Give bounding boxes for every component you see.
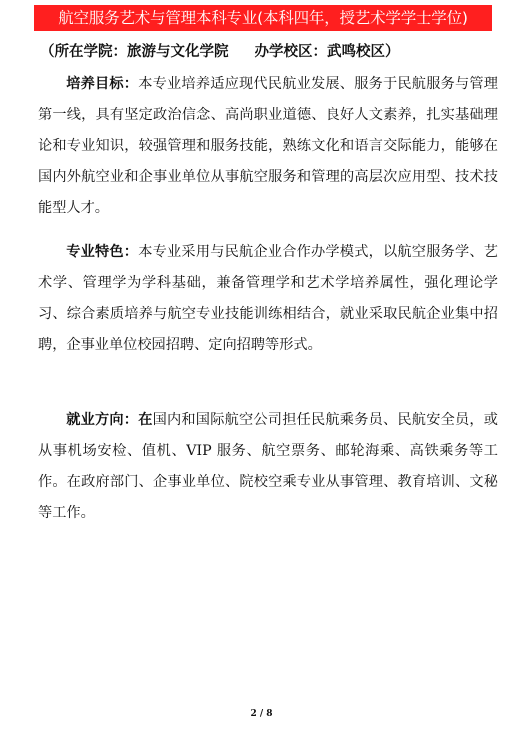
college-campus-line xyxy=(40,39,500,65)
college-label: （所在学院：旅游与文化学院 xyxy=(40,43,229,60)
career-direction-section xyxy=(38,405,498,529)
campus-label: 办学校区：武鸣校区） xyxy=(254,43,400,60)
page-number: 2 / 8 xyxy=(250,709,273,719)
page-title: 航空服务艺术与管理本科专业(本科四年，授艺术学学士学位) xyxy=(34,5,492,31)
training-objective-section xyxy=(38,69,498,224)
program-features-section xyxy=(38,237,498,361)
section-label: 专业特色： xyxy=(66,244,139,260)
section-text: 本专业采用与民航企业合作办学模式，以航空服务学、艺术学、管理学为学科基础，兼备管理学和艺术学培养属性，强化理论学习、综合素质培养与航空专业技能训练相结合，就业采取民航企业集中招聘，企事业单位校园招聘、定向招聘等形式。 xyxy=(38,244,498,353)
section-text: 国内和国际航空公司担任民航乘务员、民航安全员，或从事机场安检、值机、VIP 服务、航空票务、邮轮海乘、高铁乘务等工作。在政府部门、企事业单位、院校空乘专业从事管理、教育培训、文秘等工作。 xyxy=(38,412,498,521)
section-text: 本专业培养适应现代民航业发展、服务于民航服务与管理第一线，具有坚定政治信念、高尚职业道德、良好人文素养，扎实基础理论和专业知识，较强管理和服务技能，熟练文化和语言交际能力，能够在国内外航空业和企事业单位从事航空服务和管理的高层次应用型、技术技能型人才。 xyxy=(38,76,498,216)
section-label: 就业方向：在 xyxy=(66,412,153,428)
section-label: 培养目标： xyxy=(66,76,139,92)
